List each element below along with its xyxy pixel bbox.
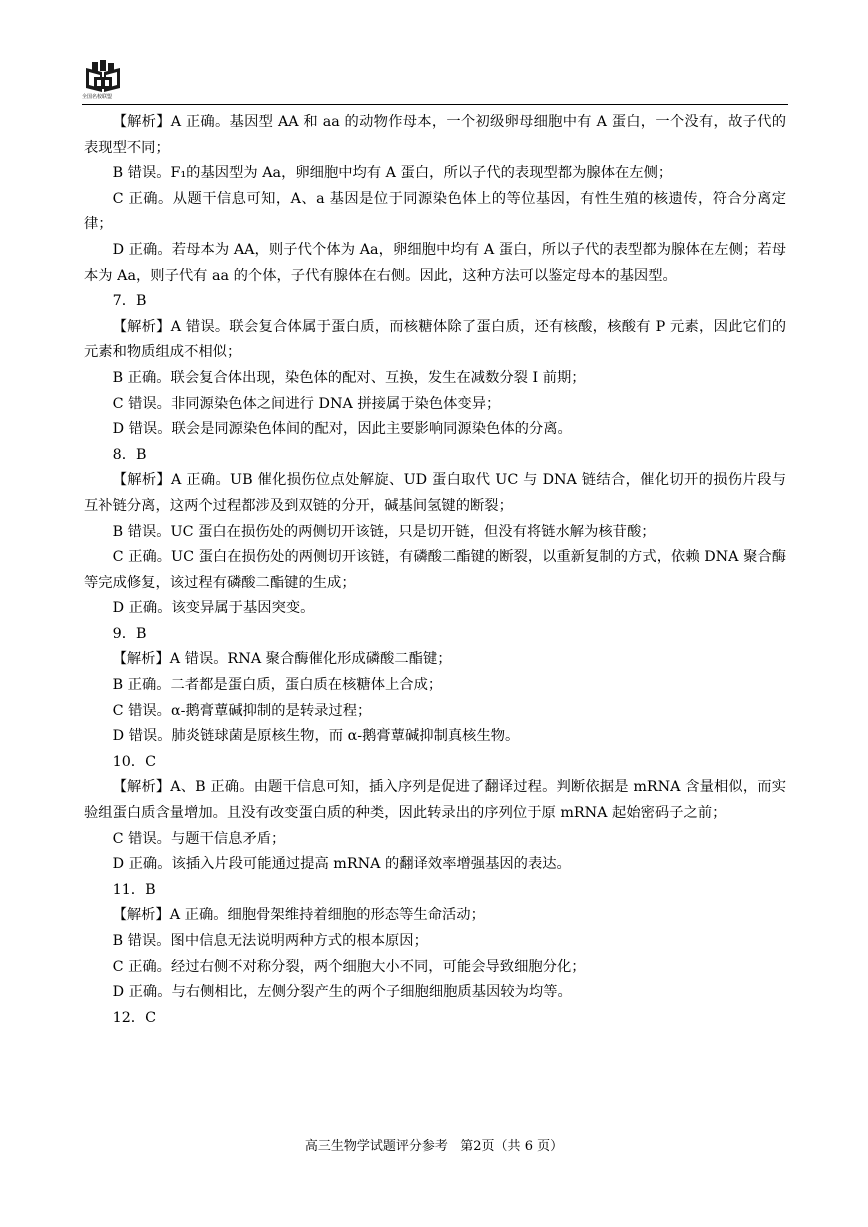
paragraph: 【解析】A 错误。联会复合体属于蛋白质，而核糖体除了蛋白质，还有核酸，核酸有 P 元素，因此它们的元素和物质组成不相似； bbox=[84, 318, 786, 361]
paragraph: D 正确。该变异属于基因突变。 bbox=[112, 600, 315, 617]
paragraph: B 错误。UC 蛋白在损伤处的两侧切开该链，只是切开链，但没有将链水解为核苷酸； bbox=[112, 523, 656, 540]
answer-key: 7．B bbox=[112, 293, 147, 310]
header-rule bbox=[82, 104, 788, 105]
paragraph: 【解析】A 正确。细胞骨架维持着细胞的形态等生命活动； bbox=[112, 907, 485, 924]
answer-key: 12．C bbox=[112, 1009, 157, 1026]
page-footer: 高三生物学试题评分参考 第2页（共 6 页） bbox=[304, 1139, 564, 1154]
paragraph: 【解析】A、B 正确。由题干信息可知，插入序列是促进了翻译过程。判断依据是 mRNA 含量相似，而实验组蛋白质含量增加。且没有改变蛋白质的种类，因此转录出的序列位于原 mRNA 起始密码子之前； bbox=[84, 779, 786, 822]
paragraph: 【解析】A 错误。RNA 聚合酶催化形成磷酸二酯键； bbox=[112, 651, 452, 668]
paragraph: D 正确。若母本为 AA，则子代个体为 Aa，卵细胞中均有 A 蛋白，所以子代的表型都为腺体在左侧；若母本为 Aa，则子代有 aa 的个体，子代有腺体在右侧。因此，这种方法可以鉴定母本的基因型。 bbox=[84, 241, 786, 284]
answer-key: 11．B bbox=[112, 881, 156, 898]
paragraph: C 正确。从题干信息可知，A、a 基因是位于同源染色体上的等位基因，有性生殖的核遗传，符合分离定律； bbox=[84, 190, 786, 233]
paragraph: 【解析】A 正确。基因型 AA 和 aa 的动物作母本，一个初级卵母细胞中有 A 蛋白，一个没有，故子代的表现型不同； bbox=[84, 114, 786, 156]
answer-key: 9．B bbox=[112, 625, 147, 642]
paragraph: B 正确。二者都是蛋白质，蛋白质在核糖体上合成； bbox=[112, 677, 443, 694]
paragraph: 【解析】A 正确。UB 催化损伤位点处解旋、UD 蛋白取代 UC 与 DNA 链结合，催化切开的损伤片段与互补链分离，这两个过程都涉及到双链的分开，碱基间氢键的断裂； bbox=[84, 472, 786, 514]
answer-key: 8．B bbox=[112, 446, 147, 463]
paragraph: C 错误。α-鹅膏蕈碱抑制的是转录过程； bbox=[112, 702, 372, 719]
paragraph: C 错误。非同源染色体之间进行 DNA 拼接属于染色体变异； bbox=[112, 395, 501, 412]
paragraph: B 错误。图中信息无法说明两种方式的根本原因； bbox=[112, 933, 428, 949]
page-header bbox=[82, 58, 788, 104]
answer-key: 10．C bbox=[112, 753, 157, 770]
paragraph: D 错误。肺炎链球菌是原核生物，而 α-鹅膏蕈碱抑制真核生物。 bbox=[112, 728, 520, 745]
paragraph: C 正确。UC 蛋白在损伤处的两侧切开该链，有磷酸二酯键的断裂，以重新复制的方式，依赖 DNA 聚合酶等完成修复，该过程有磷酸二酯键的生成； bbox=[84, 549, 786, 591]
paragraph: D 错误。联会是同源染色体间的配对，因此主要影响同源染色体的分离。 bbox=[112, 421, 572, 438]
paragraph: C 错误。与题干信息矛盾； bbox=[112, 830, 286, 847]
paragraph: D 正确。与右侧相比，左侧分裂产生的两个子细胞细胞质基因较为均等。 bbox=[112, 984, 572, 1001]
logo-caption: 全国名校联盟 bbox=[82, 94, 113, 100]
paragraph: C 正确。经过右侧不对称分裂，两个细胞大小不同，可能会导致细胞分化； bbox=[112, 958, 586, 975]
paragraph: D 正确。该插入片段可能通过提高 mRNA 的翻译效率增强基因的表达。 bbox=[112, 856, 571, 873]
paragraph: B 正确。联会复合体出现，染色体的配对、互换，发生在减数分裂 Ⅰ 前期； bbox=[112, 369, 586, 386]
paragraph: B 错误。F₁的基因型为 Aa，卵细胞中均有 A 蛋白，所以子代的表现型都为腺体在左侧； bbox=[112, 165, 673, 182]
answer-explanations bbox=[84, 110, 786, 1031]
